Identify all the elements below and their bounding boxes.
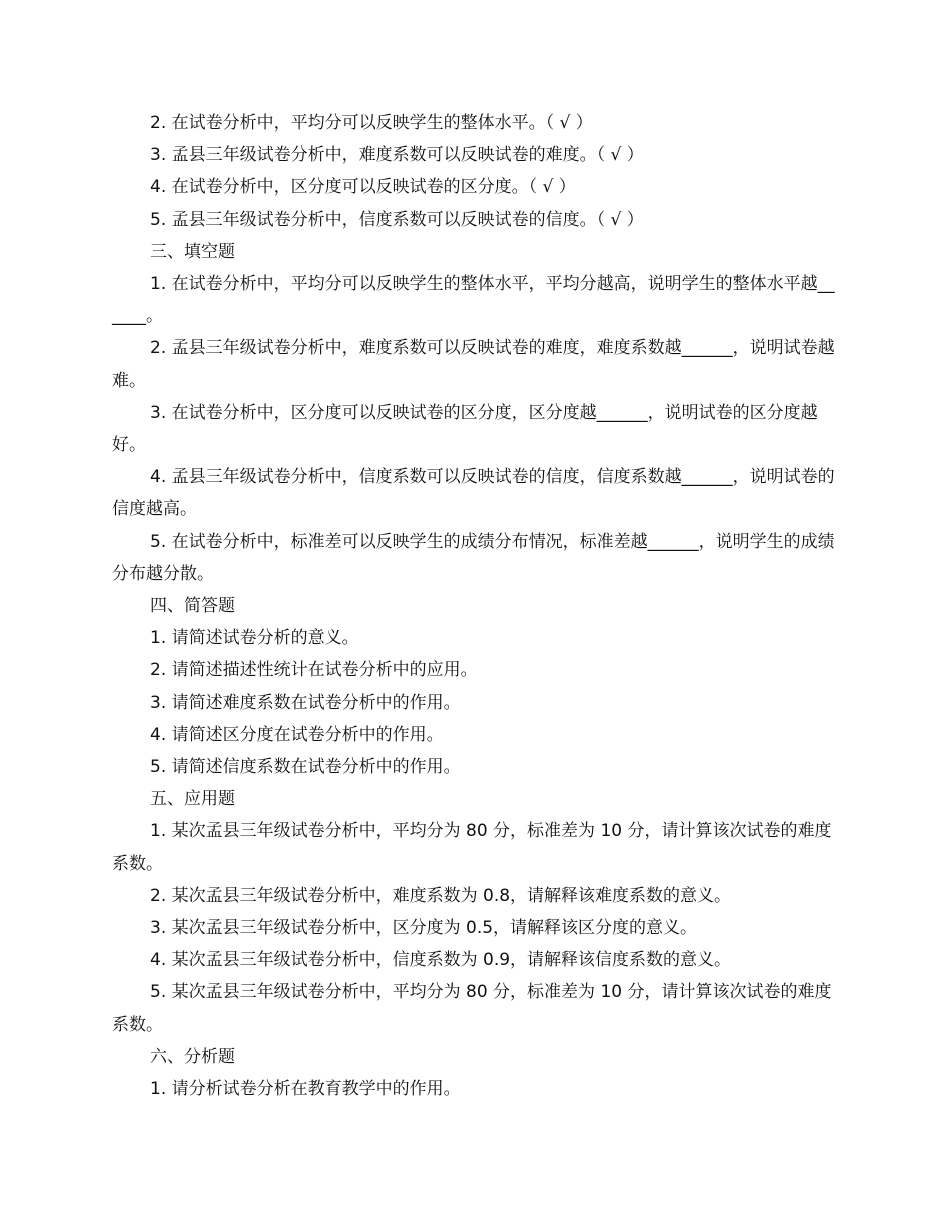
application-item-5: 5. 某次孟县三年级试卷分析中，平均分为 80 分，标准差为 10 分，请计算该次试卷的难度系数。 <box>112 982 832 1035</box>
short-answer-item-2: 2. 请简述描述性统计在试卷分析中的应用。 <box>150 660 478 681</box>
short-answer-item-5: 5. 请简述信度系数在试卷分析中的作用。 <box>150 757 461 778</box>
fill-blank-item-1: 1. 在试卷分析中，平均分可以反映学生的整体水平，平均分越高，说明学生的整体水平越______。 <box>112 274 835 327</box>
application-item-3: 3. 某次孟县三年级试卷分析中，区分度为 0.5，请解释该区分度的意义。 <box>150 918 698 939</box>
section-heading-short-answer: 四、简答题 <box>150 596 235 617</box>
judgment-item-4: 4. 在试卷分析中，区分度可以反映试卷的区分度。（ √ ） <box>150 177 576 198</box>
section-heading-application: 五、应用题 <box>150 789 235 810</box>
document-body <box>112 107 837 1105</box>
short-answer-item-4: 4. 请简述区分度在试卷分析中的作用。 <box>150 724 444 745</box>
judgment-item-2: 2. 在试卷分析中，平均分可以反映学生的整体水平。（ √ ） <box>150 113 593 133</box>
fill-blank-item-5: 5. 在试卷分析中，标准差可以反映学生的成绩分布情况，标准差越______，说明学生的成绩分布越分散。 <box>112 531 835 584</box>
section-heading-analysis: 六、分析题 <box>150 1046 235 1067</box>
fill-blank-item-2: 2. 孟县三年级试卷分析中，难度系数可以反映试卷的难度，难度系数越______，说明试卷越难。 <box>112 338 835 391</box>
application-item-2: 2. 某次孟县三年级试卷分析中，难度系数为 0.8，请解释该难度系数的意义。 <box>150 885 732 906</box>
short-answer-item-1: 1. 请简述试卷分析的意义。 <box>150 628 359 649</box>
fill-blank-item-3: 3. 在试卷分析中，区分度可以反映试卷的区分度，区分度越______，说明试卷的区分度越好。 <box>112 402 818 456</box>
judgment-item-3: 3. 孟县三年级试卷分析中，难度系数可以反映试卷的难度。（ √ ） <box>150 145 644 166</box>
application-item-4: 4. 某次孟县三年级试卷分析中，信度系数为 0.9，请解释该信度系数的意义。 <box>150 950 732 971</box>
application-item-1: 1. 某次孟县三年级试卷分析中，平均分为 80 分，标准差为 10 分，请计算该次试卷的难度系数。 <box>112 821 832 874</box>
judgment-item-5: 5. 孟县三年级试卷分析中，信度系数可以反映试卷的信度。（ √ ） <box>150 209 644 230</box>
short-answer-item-3: 3. 请简述难度系数在试卷分析中的作用。 <box>150 692 461 713</box>
fill-blank-item-4: 4. 孟县三年级试卷分析中，信度系数可以反映试卷的信度，信度系数越______，说明试卷的信度越高。 <box>112 467 835 520</box>
section-heading-fill-blank: 三、填空题 <box>150 241 235 262</box>
analysis-item-1: 1. 请分析试卷分析在教育教学中的作用。 <box>150 1079 461 1100</box>
